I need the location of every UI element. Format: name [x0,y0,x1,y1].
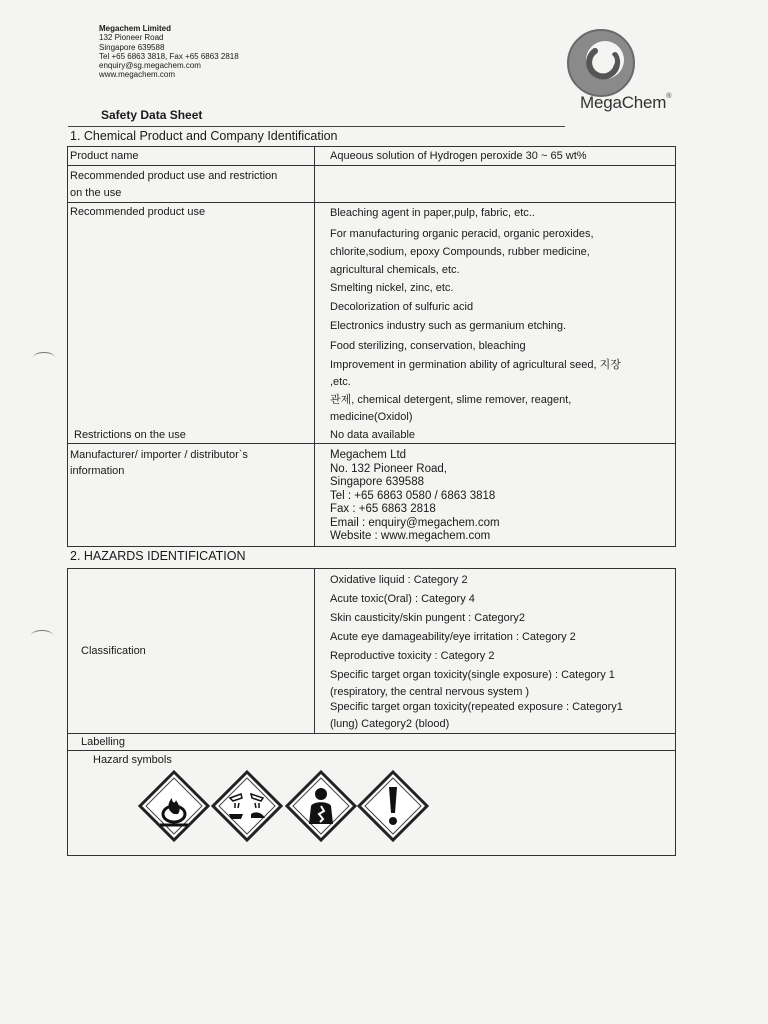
classification-value: Skin causticity/skin pungent : Category2 [330,612,526,624]
restrictions-label: Restrictions on the use [74,429,186,441]
company-name: Megachem Limited [99,24,172,33]
column-divider [314,569,315,733]
row-divider [68,165,675,166]
recommended-use-value: Decolorization of sulfuric acid [330,301,474,313]
use-line: 관제, chemical detergent, slime remover, reagent, [330,394,572,406]
manufacturer-fax: Fax : +65 6863 2818 [330,503,436,515]
logo-wordmark [580,93,671,113]
recommended-use-value [330,357,621,391]
company-address [99,24,239,80]
manufacturer-website: Website : www.megachem.com [330,530,491,542]
product-name-label: Product name [70,150,139,162]
label-line: Recommended product use and restriction [70,170,278,182]
use-line: medicine(Oxidol) [330,411,413,423]
product-name-value: Aqueous solution of Hydrogen peroxide 30 ~ 65 wt% [330,150,587,162]
restrictions-value: No data available [330,429,416,441]
classification-value: Specific target organ toxicity(repeated exposure : Category1 [330,701,623,713]
label-line: on the use [70,187,122,199]
document-title: Safety Data Sheet [101,108,203,122]
classification-value: (respiratory, the central nervous system ) [330,686,530,698]
row-divider [68,750,675,751]
company-address-line: Singapore 639588 [99,42,165,52]
megachem-logo-icon [565,27,637,99]
title-underline [68,126,565,127]
label-line: Manufacturer/ importer / distributor`s [70,449,248,461]
punch-mark [31,630,53,641]
company-contact-line: Tel +65 6863 3818, Fax +65 6863 2818 [99,51,239,61]
classification-value: Oxidative liquid : Category 2 [330,574,468,586]
use-line: Improvement in germination ability of agricultural seed, 지장 [330,359,621,371]
row-divider [68,733,675,734]
registered-mark: ® [666,93,672,100]
manufacturer-email: Email : enquiry@megachem.com [330,516,500,529]
flame-over-circle-icon [138,770,210,842]
recommended-use-value: Food sterilizing, conservation, bleaching [330,340,526,352]
recommended-use-value [330,392,571,426]
use-line: agricultural chemicals, etc. [330,264,460,276]
exclamation-mark-icon [357,770,429,842]
use-line: chlorite,sodium, epoxy Compounds, rubber medicine, [330,246,590,258]
classification-value: Reproductive toxicity : Category 2 [330,650,495,662]
column-divider [314,147,315,546]
recommended-use-value: Electronics industry such as germanium etching. [330,320,566,332]
logo-text: MegaChem [580,93,667,112]
section2-heading: 2. HAZARDS IDENTIFICATION [70,549,246,563]
manufacturer-label [70,447,248,479]
label-line: information [70,465,125,477]
classification-value: Acute toxic(Oral) : Category 4 [330,593,475,605]
classification-label: Classification [81,645,146,657]
health-hazard-icon [285,770,357,842]
corrosion-icon [211,770,283,842]
manufacturer-info [330,449,500,544]
classification-value: Acute eye damageability/eye irritation : Category 2 [330,631,576,643]
row-divider [68,202,675,203]
manufacturer-address: No. 132 Pioneer Road, [330,462,447,475]
manufacturer-address: Singapore 639588 [330,476,424,488]
hazard-symbols-label: Hazard symbols [93,754,172,766]
labelling-label: Labelling [81,736,126,748]
manufacturer-name: Megachem Ltd [330,449,407,461]
manufacturer-tel: Tel : +65 6863 0580 / 6863 3818 [330,489,496,502]
recommended-use-value: Smelting nickel, zinc, etc. [330,282,454,294]
recommended-use-value: Bleaching agent in paper,pulp, fabric, etc.. [330,207,535,219]
recommended-restriction-label [70,168,277,202]
classification-value: Specific target organ toxicity(single exposure) : Category 1 [330,669,615,681]
section1-heading: 1. Chemical Product and Company Identification [70,129,338,143]
recommended-use-value [330,225,594,279]
use-line: For manufacturing organic peracid, organic peroxides, [330,228,594,240]
use-line: ,etc. [330,376,351,388]
company-address-line: 132 Pioneer Road [99,33,164,43]
company-email: enquiry@sg.megachem.com [99,61,201,71]
punch-mark [33,352,55,363]
classification-value: (lung) Category2 (blood) [330,718,450,730]
product-identification-table [67,146,676,547]
row-divider [68,443,675,444]
company-website: www.megachem.com [99,70,176,80]
recommended-use-label: Recommended product use [70,206,206,218]
